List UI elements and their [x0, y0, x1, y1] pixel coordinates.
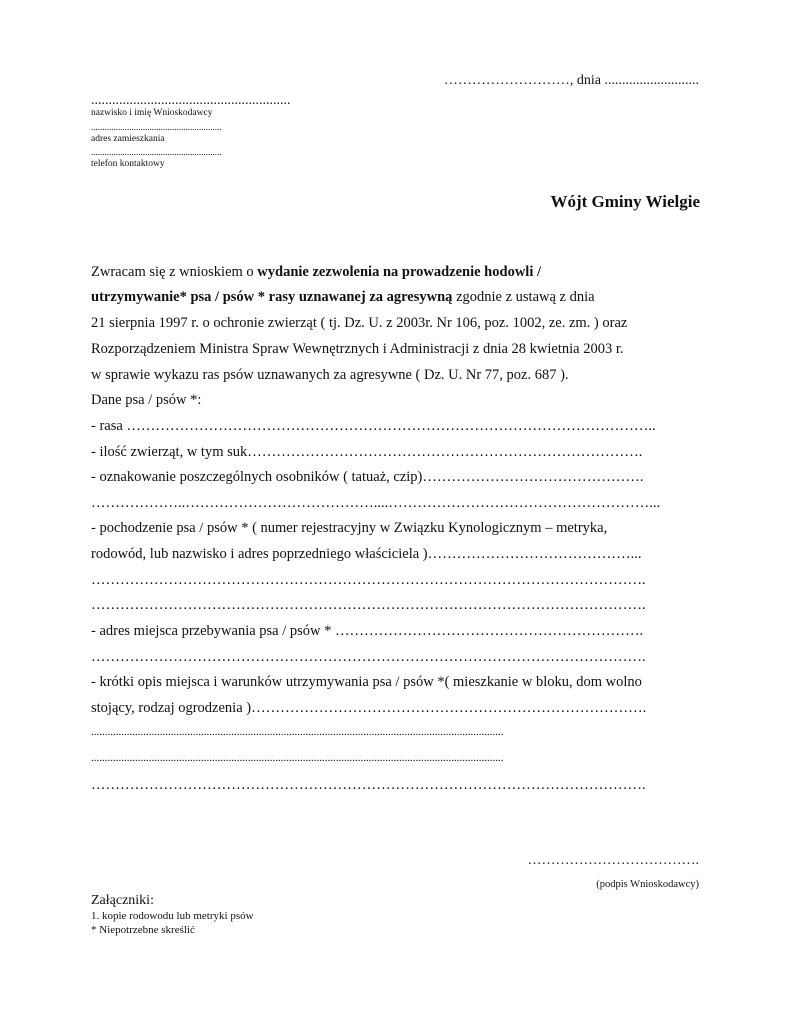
attachments-title: Załączniki: — [91, 893, 154, 908]
field-breed: - rasa ……………………………………………………………………………………………….. — [91, 418, 656, 434]
sender-phone-label: telefon kontaktowy — [91, 159, 165, 169]
sender-name-label: nazwisko i imię Wnioskodawcy — [91, 108, 213, 118]
sender-address-dots: .......................................................... — [91, 122, 222, 132]
body-intro-text: Zwracam się z wnioskiem o — [91, 264, 258, 280]
field-blank-line-6: ……………………………………………………………………………………………………. — [91, 777, 646, 793]
footnote: * Niepotrzebne skreślić — [91, 924, 195, 936]
body-line-4: Rozporządzeniem Ministra Spraw Wewnętrznych i Administracji z dnia 28 kwietnia 2003 r. — [91, 341, 624, 357]
field-blank-line-3: ……………………………………………………………………………………………………. — [91, 649, 646, 665]
body-line2-bold: utrzymywanie* psa / psów * rasy uznawanej za agresywną — [91, 289, 453, 305]
field-origin-cont: rodowód, lub nazwisko i adres poprzedniego właściciela )……………………………………... — [91, 546, 642, 562]
body-line-3: 21 sierpnia 1997 r. o ochronie zwierząt ( tj. Dz. U. z 2003r. Nr 106, poz. 1002, ze. zm. ) oraz — [91, 315, 628, 331]
dog-data-heading: Dane psa / psów *: — [91, 392, 202, 408]
body-line2-rest: zgodnie z ustawą z dnia — [452, 289, 595, 305]
sender-address-label: adres zamieszkania — [91, 134, 165, 144]
sender-name-dots: ......................................................... — [91, 93, 291, 108]
field-marking: - oznakowanie poszczególnych osobników ( tatuaż, czip)………………………………………. — [91, 469, 644, 485]
field-animal-count: - ilość zwierząt, w tym suk………………………………………………………………………. — [91, 444, 643, 460]
attachment-item-1: 1. kopie rodowodu lub metryki psów — [91, 910, 254, 922]
sender-phone-dots: .......................................................... — [91, 147, 222, 157]
recipient-title: Wójt Gminy Wielgie — [550, 192, 700, 211]
field-location-address: - adres miejsca przebywania psa / psów * ………………………………………………………. — [91, 623, 644, 639]
signature-dots: ………………………………. — [527, 853, 699, 868]
body-line-5: w sprawie wykazu ras psów uznawanych za agresywne ( Dz. U. Nr 77, poz. 687 ). — [91, 367, 569, 383]
field-conditions-cont: stojący, rodzaj ogrodzenia )………………………………………………………………………. — [91, 700, 647, 716]
body-line-2 — [91, 289, 595, 306]
field-blank-line-4: ...................................................................................................................................................... — [91, 726, 504, 738]
field-blank-line-1: ……………………………………………………………………………………………………. — [91, 572, 646, 588]
field-conditions: - krótki opis miejsca i warunków utrzymywania psa / psów *( mieszkanie w bloku, dom wolno — [91, 674, 642, 690]
field-blank-line-5: ...................................................................................................................................................... — [91, 752, 504, 764]
body-intro-bold: wydanie zezwolenia na prowadzenie hodowli / — [257, 264, 541, 280]
date-place-line: ………………………, dnia ........................... — [443, 73, 699, 88]
field-marking-cont: ………………..…………………………………....………………………………………………... — [91, 495, 661, 511]
field-origin: - pochodzenie psa / psów * ( numer rejestracyjny w Związku Kynologicznym – metryka, — [91, 520, 608, 536]
signature-label: (podpis Wnioskodawcy) — [596, 879, 699, 890]
field-blank-line-2: ……………………………………………………………………………………………………. — [91, 597, 646, 613]
body-line-1 — [91, 264, 541, 281]
